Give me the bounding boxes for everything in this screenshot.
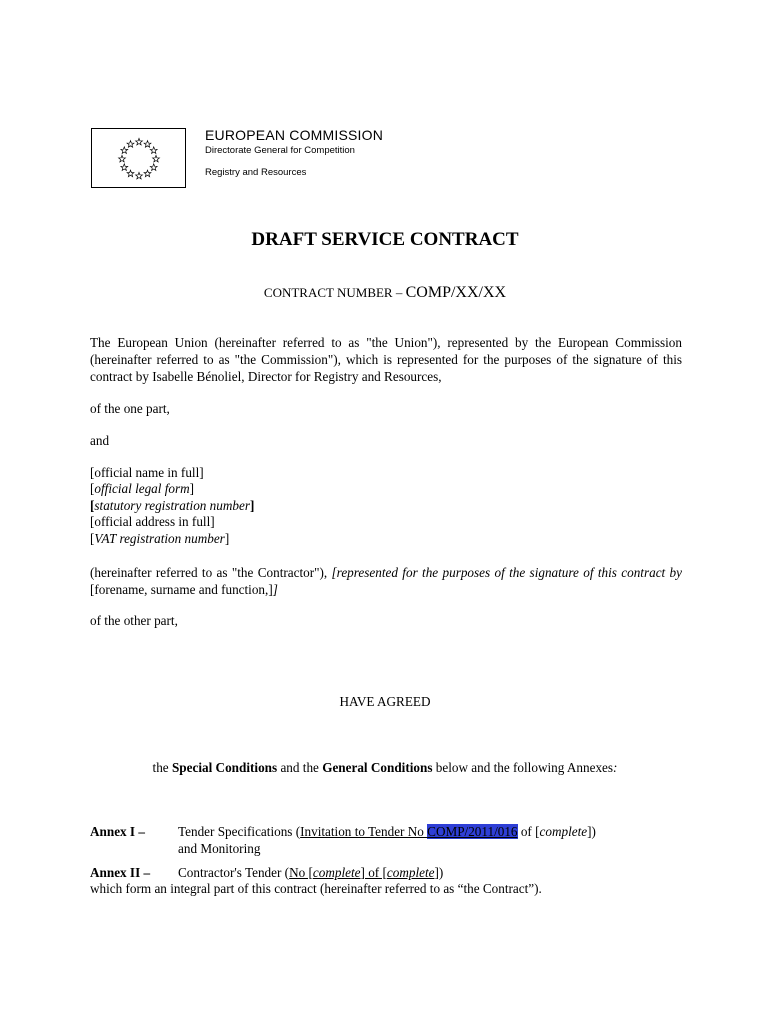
annex-1-text-line2: and Monitoring (178, 841, 261, 856)
star-icon (150, 147, 157, 154)
star-icon (150, 164, 157, 171)
legal-form-field: [official legal form] (90, 481, 195, 496)
directorate-name: Directorate General for Competition (205, 145, 355, 156)
tender-invitation-link[interactable]: Invitation to Tender No COMP/2011/016 (300, 824, 518, 839)
contract-number-value: COMP/XX/XX (405, 284, 507, 301)
star-icon (127, 141, 134, 148)
star-icon (153, 155, 160, 162)
star-icon (127, 170, 134, 177)
annex-1-text: Tender Specifications (Invitation to Tender No COMP/2011/016 of [complete]) (178, 824, 596, 839)
official-name-field: [official name in full] (90, 465, 204, 480)
other-part-text: of the other part, (90, 613, 178, 628)
star-icon (121, 147, 128, 154)
intro-paragraph: The European Union (hereinafter referred to as "the Union"), represented by the European Commission (hereinafter referred to as "the Commission"), which is represented for the purposes of the signature of this contract by Isabelle Bénoliel, Director for Registry and Resources, (90, 335, 682, 384)
eu-flag-logo (91, 128, 186, 188)
conditions-statement: the Special Conditions and the General Conditions below and the following Annexes: (152, 760, 618, 775)
have-agreed-heading: HAVE AGREED (339, 694, 431, 709)
unit-name: Registry and Resources (205, 167, 307, 178)
star-icon (136, 138, 143, 145)
contract-number-label: CONTRACT NUMBER – (263, 285, 406, 300)
star-icon (136, 172, 143, 179)
annex-2-text: Contractor's Tender (No [complete] of [complete]) (178, 865, 444, 880)
tender-number-highlight: COMP/2011/016 (427, 824, 518, 839)
annex-1-label: Annex I – (90, 824, 145, 839)
star-icon (144, 141, 151, 148)
star-icon (121, 164, 128, 171)
registration-number-field: [statutory registration number] (90, 498, 255, 513)
vat-number-field: [VAT registration number] (90, 531, 230, 546)
star-icon (119, 155, 126, 162)
eu-flag-stars-icon (92, 129, 184, 186)
annex-2-label: Annex II – (90, 865, 151, 880)
one-part-text: of the one part, (90, 401, 170, 416)
closing-statement: which form an integral part of this contract (hereinafter referred to as “the Contract”). (90, 881, 542, 896)
and-text: and (90, 433, 110, 448)
organization-name: EUROPEAN COMMISSION (205, 127, 384, 143)
document-title: DRAFT SERVICE CONTRACT (251, 229, 519, 250)
contractor-paragraph: (hereinafter referred to as "the Contractor"), [represented for the purposes of the signature of this contract by [forename, surname and function,]] (90, 565, 683, 597)
contract-number (0, 284, 770, 302)
star-icon (144, 170, 151, 177)
official-address-field: [official address in full] (90, 514, 215, 529)
